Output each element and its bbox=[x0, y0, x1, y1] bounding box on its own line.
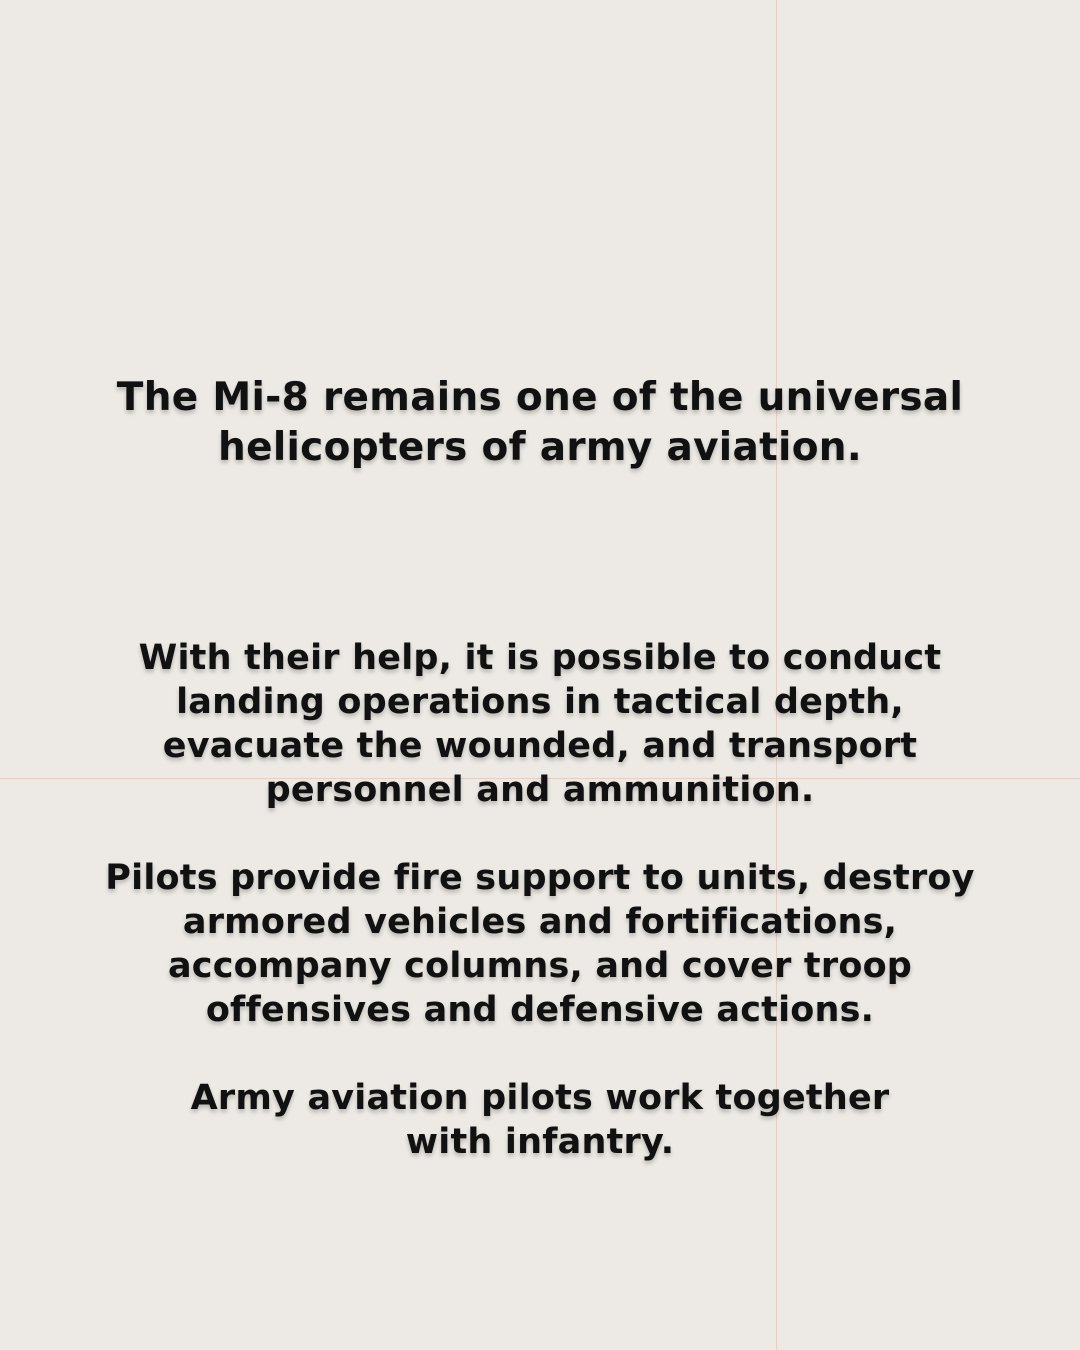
paragraph-line: landing operations in tactical depth, bbox=[176, 682, 904, 722]
paragraph-line: offensives and defensive actions. bbox=[205, 990, 875, 1030]
paragraph-line: Army aviation pilots work together bbox=[190, 1078, 890, 1118]
paragraph-infantry bbox=[0, 1076, 1080, 1164]
paragraph-line: evacuate the wounded, and transport bbox=[162, 726, 918, 766]
paragraph-line: Pilots provide fire support to units, destroy bbox=[105, 858, 975, 898]
paragraph-operations bbox=[0, 636, 1080, 812]
paragraph-line: personnel and ammunition. bbox=[265, 770, 815, 810]
paragraph-line: With their help, it is possible to conduct bbox=[138, 638, 942, 678]
paragraph-fire-support bbox=[0, 856, 1080, 1032]
paragraph-line: armored vehicles and fortifications, bbox=[182, 902, 898, 942]
headline-line: helicopters of army aviation. bbox=[218, 425, 862, 470]
headline bbox=[0, 373, 1080, 473]
headline-line: The Mi-8 remains one of the universal bbox=[116, 375, 964, 420]
paragraph-line: with infantry. bbox=[405, 1122, 675, 1162]
paragraph-line: accompany columns, and cover troop bbox=[167, 946, 913, 986]
